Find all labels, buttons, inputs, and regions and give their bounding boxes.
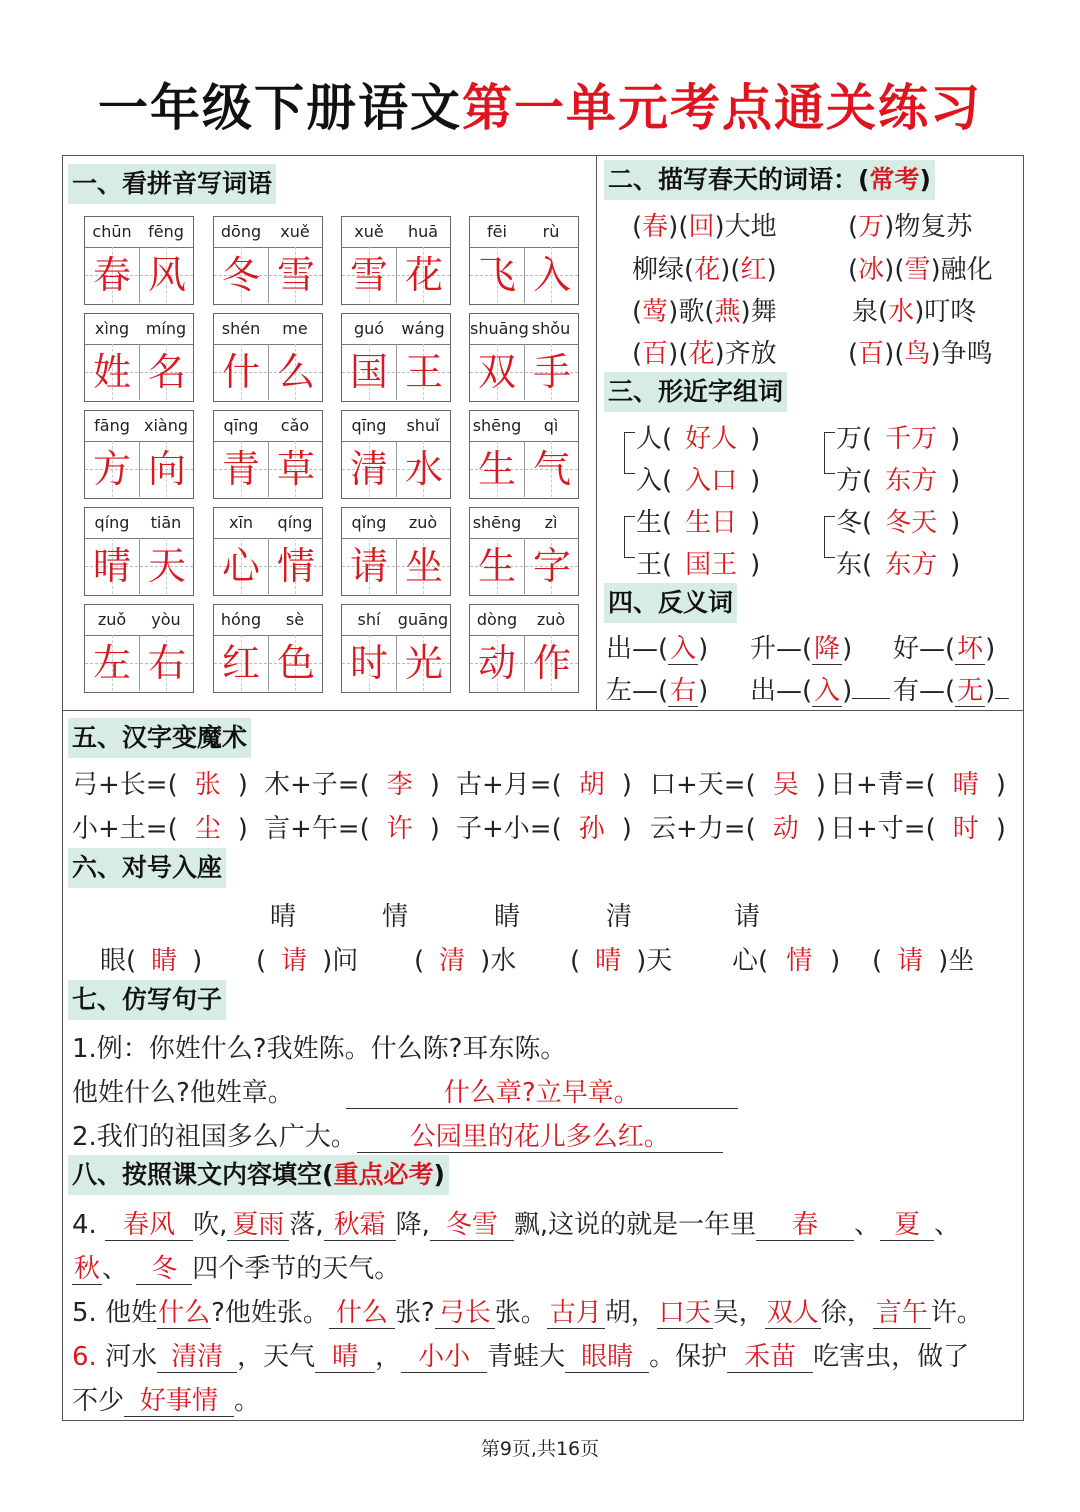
pinyin-row (85, 217, 193, 248)
hanzi: 向 (139, 441, 194, 497)
pinyin: dòng (476, 610, 518, 629)
hanzi-cells (85, 635, 193, 691)
pinyin: shǒu (531, 319, 571, 338)
sec2-header-text: 二、描写春天的词语： (608, 165, 859, 194)
pinyin: rù (542, 222, 560, 241)
pinyin-row (342, 508, 450, 539)
pinyin-row (85, 508, 193, 539)
antonym-4: 左—(右) (606, 676, 709, 706)
word-box (341, 216, 451, 305)
pinyin-row (470, 411, 578, 442)
hanzi: 什 (221, 350, 260, 394)
antonym-1: 出—(入) (606, 634, 709, 664)
fill-q4-line2: 秋、 冬 四个季节的天气。 (73, 1254, 401, 1284)
hanzi: 气 (524, 441, 579, 497)
hanzi: 清 (349, 447, 388, 491)
page-title (0, 68, 1080, 140)
pinyin: zuò (408, 513, 438, 532)
pinyin: sè (285, 610, 305, 629)
hanzi: 雪 (268, 247, 323, 303)
sec2-header: 二、描写春天的词语：(常考) (604, 160, 935, 200)
word-box (213, 507, 323, 596)
antonym-2: 升—(降) (750, 634, 853, 664)
pinyin: xīn (228, 513, 254, 532)
pinyin: zuò (536, 610, 566, 629)
pinyin: shēng (472, 416, 522, 435)
hanzi-cells (214, 247, 322, 303)
word-box (469, 507, 579, 596)
spring-line-6: 泉(水)叮咚 (852, 297, 977, 327)
hanzi: 红 (221, 641, 260, 685)
char-magic-item: 子+小=( 孙 ) (456, 814, 632, 844)
word-box (341, 507, 451, 596)
word-box (341, 410, 451, 499)
hanzi: 春 (92, 253, 131, 297)
bracket (824, 516, 835, 558)
pinyin: shén (221, 319, 261, 338)
fill-5: 心( 情 ) (732, 946, 841, 976)
sentence-2: 他姓什么?他姓章。 什么章?立早章。 (72, 1072, 738, 1109)
hanzi: 方 (92, 447, 131, 491)
word-box (469, 410, 579, 499)
fill-6: ( 请 )坐 (872, 946, 975, 976)
hanzi-cells (85, 538, 193, 594)
similar-char-6: 王( 国王 ) (636, 550, 761, 580)
hanzi-cells (85, 344, 193, 400)
fill-4: ( 晴 )天 (570, 946, 673, 976)
hanzi: 么 (268, 344, 323, 400)
hanzi: 手 (524, 344, 579, 400)
hanzi: 冬 (221, 253, 260, 297)
char-magic-item: 小+土=( 尘 ) (72, 814, 248, 844)
option-5: 请 (734, 902, 761, 932)
word-box (84, 507, 194, 596)
option-2: 情 (382, 902, 409, 932)
hanzi: 心 (221, 544, 260, 588)
pinyin-row (214, 314, 322, 345)
similar-char-4: 方( 东方 ) (836, 466, 961, 496)
pinyin-row (214, 411, 322, 442)
hanzi: 色 (268, 635, 323, 691)
word-box (469, 604, 579, 693)
hanzi: 生 (477, 447, 516, 491)
pinyin-row (214, 508, 322, 539)
char-magic-item: 口+天=( 吴 ) (650, 770, 826, 800)
spring-line-8: (百)(鸟)争鸣 (848, 339, 993, 369)
hanzi: 左 (92, 641, 131, 685)
pinyin: cǎo (280, 416, 310, 435)
antonym-3: 好—(坏) (893, 634, 996, 664)
sec1-header: 一、看拼音写词语 (68, 164, 276, 204)
bracket (624, 432, 635, 474)
sec5-header: 五、汉字变魔术 (68, 718, 251, 758)
similar-char-2: 入( 入口 ) (636, 466, 761, 496)
pinyin-row (342, 411, 450, 442)
pinyin: xìng (94, 319, 130, 338)
pinyin: qì (543, 416, 559, 435)
antonym-5: 出—(入) (750, 670, 890, 707)
pinyin: xiàng (143, 416, 188, 435)
similar-char-3: 万( 千万 ) (836, 424, 961, 454)
fill-q6-line2: 不少 好事情 。 (72, 1386, 261, 1416)
pinyin: xuě (280, 222, 310, 241)
spring-line-7: (百)(花)齐放 (632, 339, 777, 369)
hanzi: 王 (396, 344, 451, 400)
word-box (213, 313, 323, 402)
char-magic-item: 言+午=( 许 ) (264, 814, 440, 844)
hanzi: 双 (477, 350, 516, 394)
pinyin: tiān (150, 513, 182, 532)
pinyin: fēng (148, 222, 184, 241)
similar-char-7: 冬( 冬天 ) (836, 508, 961, 538)
pinyin-row (470, 508, 578, 539)
bracket (824, 432, 835, 474)
sec8-header: 八、按照课文内容填空(重点必考) (68, 1155, 449, 1195)
option-4: 清 (606, 902, 633, 932)
hanzi: 坐 (396, 538, 451, 594)
fill-q6-line1: 6. 河水 清清 ，天气 晴 ， 小小 青蛙大 眼睛 。保护 禾苗 吃害虫，做了 (72, 1342, 970, 1372)
word-box (341, 604, 451, 693)
word-box (341, 313, 451, 402)
pinyin: zuǒ (97, 610, 127, 629)
bracket (624, 516, 635, 558)
hanzi-cells (214, 344, 322, 400)
pinyin: guāng (397, 610, 449, 629)
pinyin: shuāng (470, 319, 529, 338)
hanzi: 作 (524, 635, 579, 691)
sec7-header: 七、仿写句子 (68, 980, 226, 1020)
antonym-6: 有—(无) (893, 670, 1009, 707)
pinyin-row (85, 314, 193, 345)
pinyin: qīng (223, 416, 259, 435)
hanzi-cells (470, 441, 578, 497)
char-magic-item: 古+月=( 胡 ) (456, 770, 632, 800)
hanzi: 动 (477, 641, 516, 685)
pinyin: guó (353, 319, 385, 338)
hanzi: 生 (477, 544, 516, 588)
fill-q4-line1: 4. 春风 吹, 夏雨 落, 秋霜 降, 冬雪 飘,这说的就是一年里 春 、 夏 、 (72, 1210, 961, 1240)
hanzi: 风 (139, 247, 194, 303)
pinyin: yòu (151, 610, 181, 629)
sec4-header: 四、反义词 (604, 583, 737, 623)
hanzi: 请 (349, 544, 388, 588)
similar-char-5: 生( 生日 ) (636, 508, 761, 538)
pinyin: zì (544, 513, 558, 532)
char-magic-item: 木+子=( 李 ) (264, 770, 440, 800)
pinyin: qíng (277, 513, 313, 532)
pinyin: shí (357, 610, 381, 629)
sec6-header: 六、对号入座 (68, 848, 226, 888)
fill-2: ( 请 )问 (256, 946, 359, 976)
hanzi: 晴 (92, 544, 131, 588)
char-magic-item: 日+寸=( 时 ) (830, 814, 1006, 844)
word-box (213, 604, 323, 693)
pinyin: qǐng (351, 513, 387, 532)
pinyin-row (470, 314, 578, 345)
option-3: 睛 (494, 902, 521, 932)
hanzi-cells (342, 635, 450, 691)
pinyin-row (342, 314, 450, 345)
hanzi-cells (470, 247, 578, 303)
hanzi-cells (470, 635, 578, 691)
pinyin-row (470, 605, 578, 636)
spring-line-3: 柳绿(花)(红) (632, 255, 777, 285)
word-box (213, 410, 323, 499)
hanzi-cells (470, 344, 578, 400)
hanzi: 水 (396, 441, 451, 497)
spring-line-1: (春)(回)大地 (632, 212, 777, 242)
pinyin: shuǐ (406, 416, 440, 435)
hanzi: 名 (139, 344, 194, 400)
spring-line-2: (万)物复苏 (848, 212, 973, 242)
hanzi: 青 (221, 447, 260, 491)
word-box (84, 604, 194, 693)
hanzi-cells (342, 344, 450, 400)
pinyin-row (470, 217, 578, 248)
char-magic-item: 云+力=( 动 ) (650, 814, 826, 844)
pinyin: qíng (94, 513, 130, 532)
sentence-3: 2.我们的祖国多么广大。 公园里的花儿多么红。 (72, 1116, 723, 1153)
sec2-header-tag: 常考 (869, 165, 920, 194)
pinyin: xuě (354, 222, 384, 241)
spring-line-5: (莺)歌(燕)舞 (632, 297, 777, 327)
fill-1: 眼( 睛 ) (100, 946, 203, 976)
hanzi: 草 (268, 441, 323, 497)
pinyin-row (214, 217, 322, 248)
hanzi-cells (342, 538, 450, 594)
similar-char-8: 东( 东方 ) (836, 550, 961, 580)
pinyin: dōng (220, 222, 262, 241)
pinyin-row (85, 605, 193, 636)
row-divider (62, 710, 1024, 711)
hanzi: 时 (349, 641, 388, 685)
word-box (84, 313, 194, 402)
hanzi-cells (342, 247, 450, 303)
hanzi-cells (342, 441, 450, 497)
hanzi: 姓 (92, 350, 131, 394)
word-box (84, 410, 194, 499)
pinyin: fāng (94, 416, 130, 435)
pinyin: wáng (401, 319, 445, 338)
char-magic-item: 弓+长=( 张 ) (72, 770, 248, 800)
pinyin: huā (407, 222, 439, 241)
spring-line-4: (冰)(雪)融化 (848, 255, 993, 285)
pinyin-row (214, 605, 322, 636)
word-box (213, 216, 323, 305)
hanzi: 国 (349, 350, 388, 394)
pinyin: hóng (220, 610, 262, 629)
word-box (469, 313, 579, 402)
hanzi: 入 (524, 247, 579, 303)
hanzi-cells (214, 635, 322, 691)
pinyin-row (85, 411, 193, 442)
sec3-header: 三、形近字组词 (604, 372, 787, 412)
hanzi: 右 (139, 635, 194, 691)
hanzi-cells (214, 441, 322, 497)
hanzi: 情 (268, 538, 323, 594)
hanzi: 字 (524, 538, 579, 594)
pinyin-row (342, 217, 450, 248)
pinyin: chūn (92, 222, 132, 241)
pinyin: fēi (487, 222, 507, 241)
title-red: 第一单元考点通关练习 (462, 79, 982, 137)
hanzi-cells (85, 441, 193, 497)
page-footer: 第9页,共16页 (480, 1438, 600, 1460)
char-magic-item: 日+青=( 晴 ) (830, 770, 1006, 800)
fill-3: ( 清 )水 (414, 946, 517, 976)
title-black: 一年级下册语文 (98, 79, 462, 137)
hanzi-cells (214, 538, 322, 594)
pinyin: me (282, 319, 308, 338)
pinyin: shēng (472, 513, 522, 532)
similar-char-1: 人( 好人 ) (636, 424, 761, 454)
word-box (469, 216, 579, 305)
column-divider (596, 155, 597, 710)
hanzi: 雪 (349, 253, 388, 297)
pinyin: qīng (351, 416, 387, 435)
hanzi-cells (470, 538, 578, 594)
option-1: 晴 (270, 902, 297, 932)
hanzi: 飞 (477, 253, 516, 297)
sentence-example: 1.例：你姓什么?我姓陈。什么陈?耳东陈。 (72, 1034, 567, 1064)
fill-q5: 5. 他姓什么?他姓张。 什么 张? 弓长 张。 古月 胡，口天吴，双人徐， 言午 许。 (72, 1298, 983, 1328)
hanzi: 花 (396, 247, 451, 303)
hanzi-cells (85, 247, 193, 303)
hanzi: 光 (396, 635, 451, 691)
word-box (84, 216, 194, 305)
pinyin: míng (145, 319, 187, 338)
hanzi: 天 (139, 538, 194, 594)
pinyin-row (342, 605, 450, 636)
